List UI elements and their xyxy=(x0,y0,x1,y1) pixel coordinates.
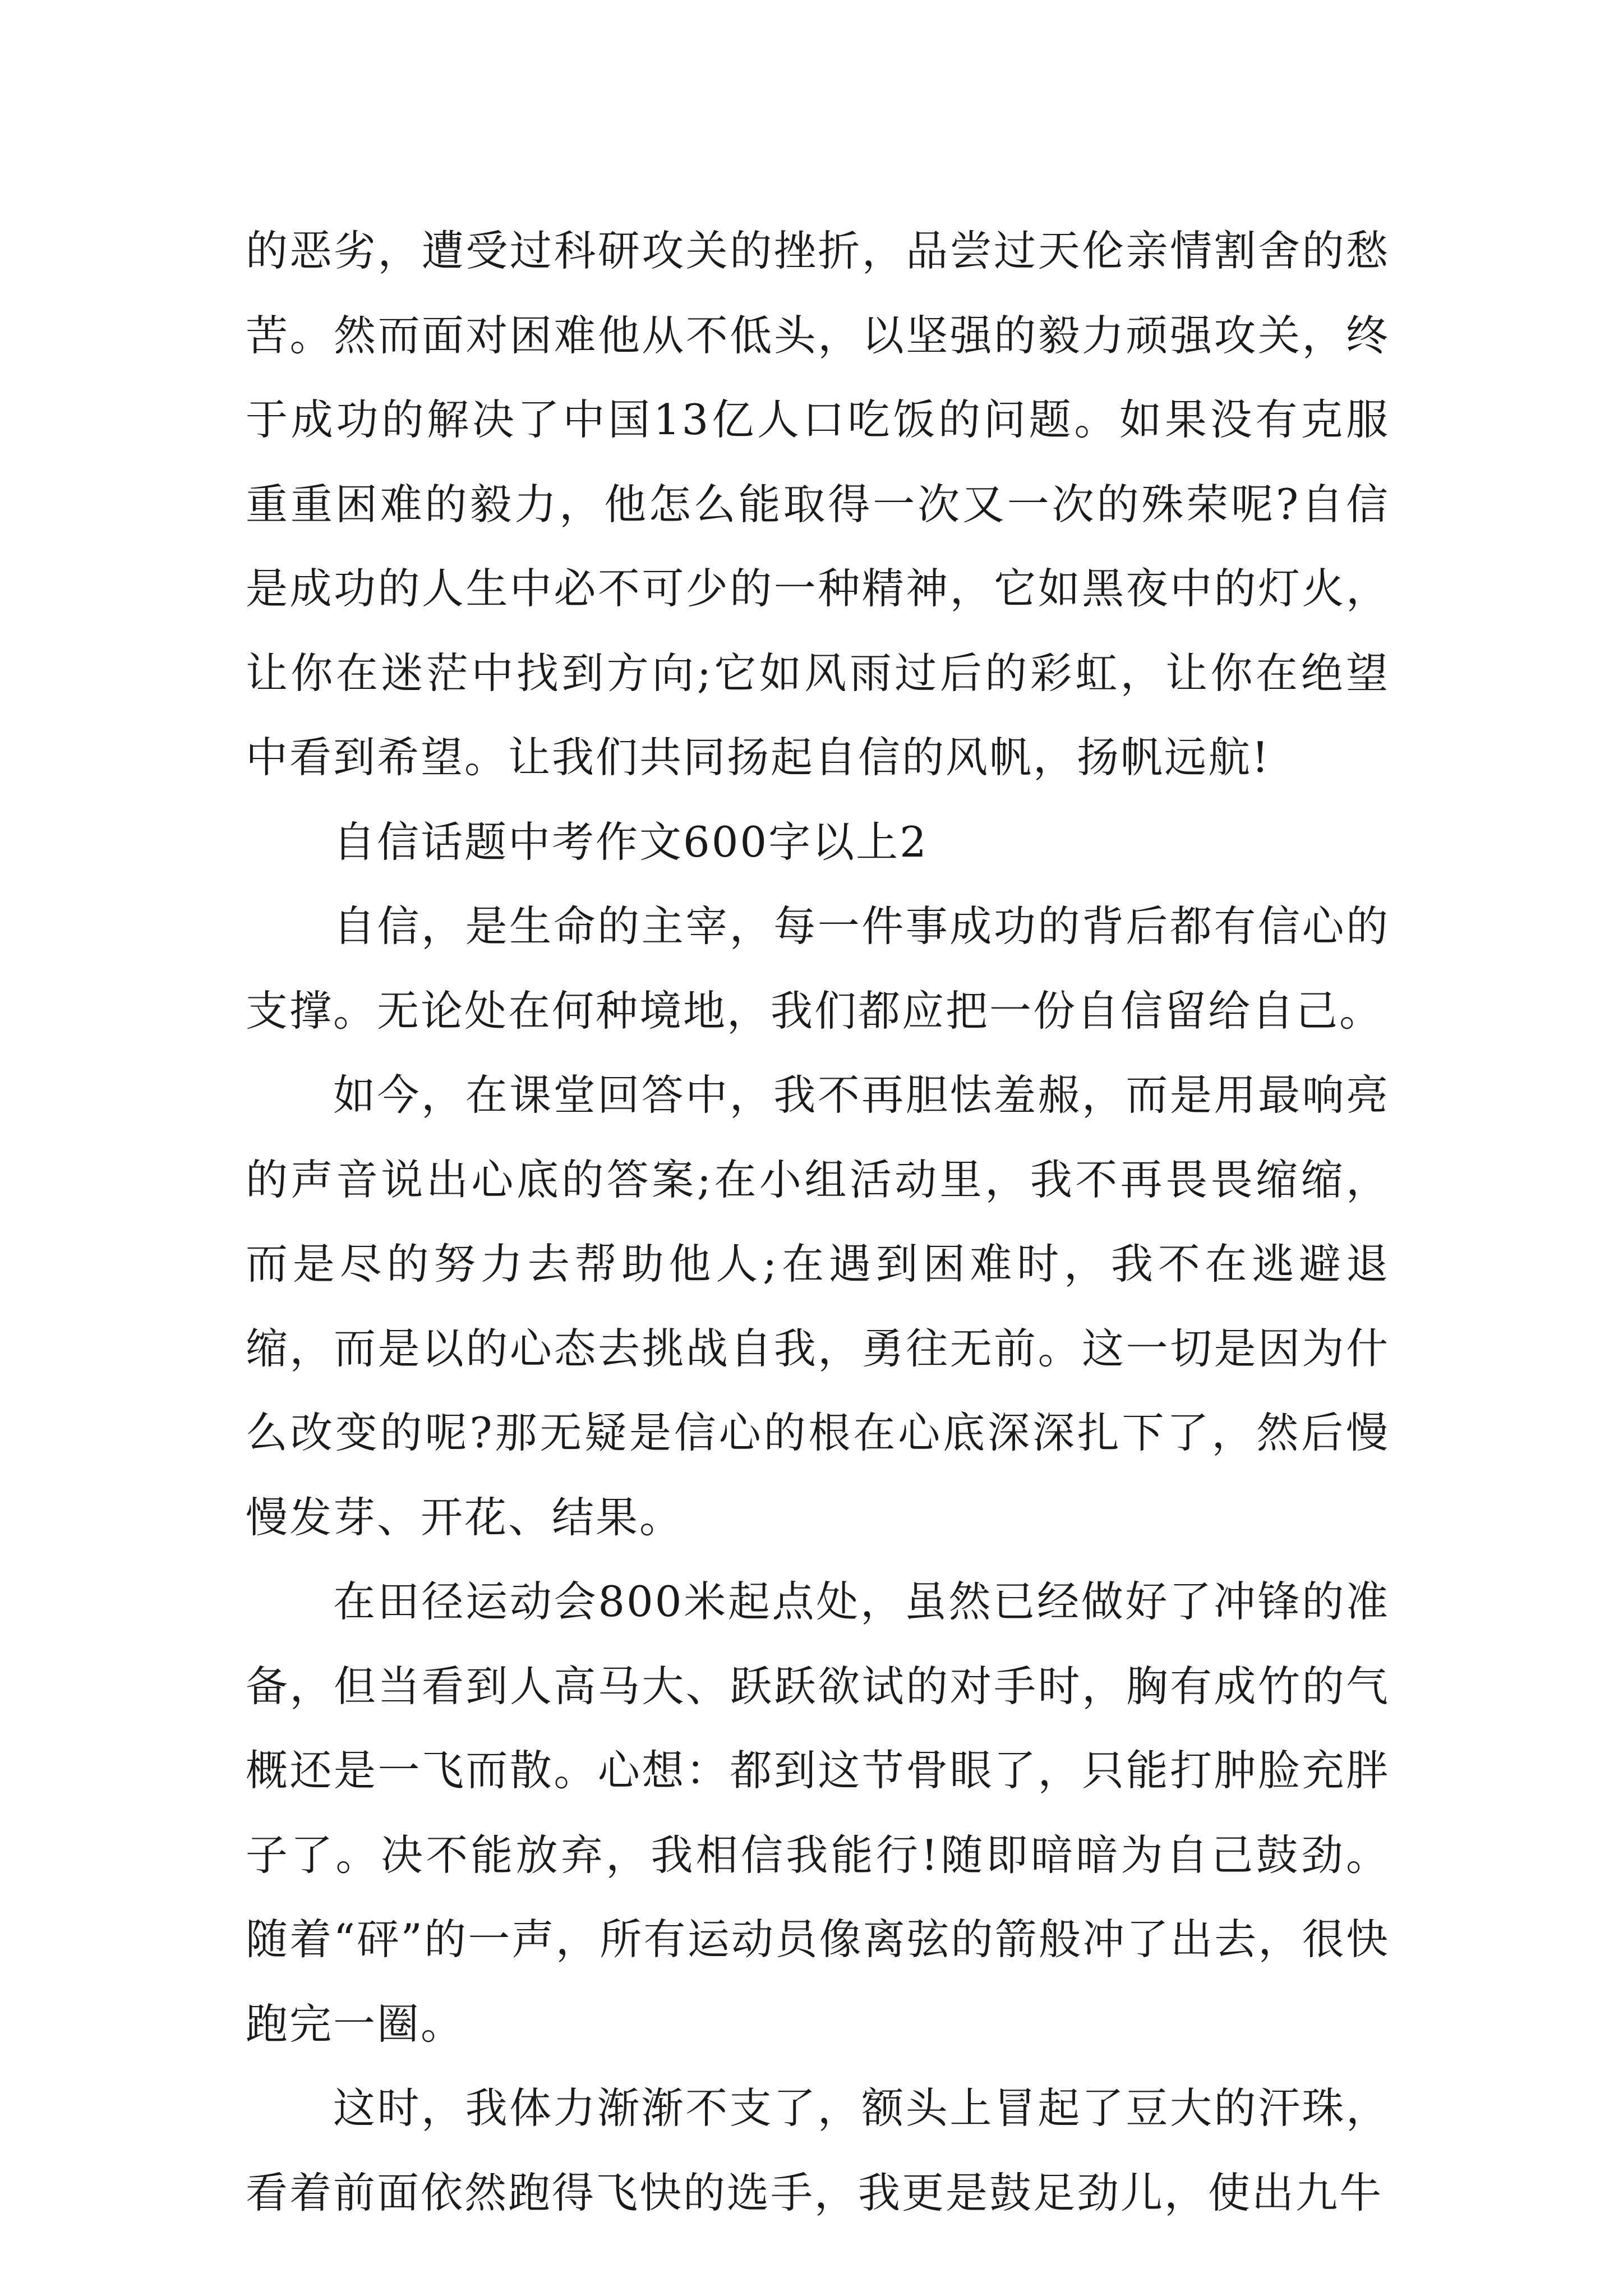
paragraph-race: 在田径运动会800米起点处，虽然已经做好了冲锋的准备，但当看到人高马大、跃跃欲试的对手时，胸有成竹的气概还是一飞而散。心想：都到这节骨眼了，只能打肿脸充胖子了。决不能放弃，我相信我能行!随即暗暗为自己鼓劲。随着“砰”的一声，所有运动员像离弦的箭般冲了出去，很快跑完一圈。 xyxy=(246,1577,1390,2049)
paragraph-intro: 自信，是生命的主宰，每一件事成功的背后都有信心的支撑。无论处在何种境地，我们都应把一份自信留给自己。 xyxy=(246,901,1390,1036)
paragraph-tired: 这时，我体力渐渐不支了，额头上冒起了豆大的汗珠，看着前面依然跑得飞快的选手，我更是鼓足劲儿，使出九牛 xyxy=(246,2083,1390,2217)
paragraph-now: 如今，在课堂回答中，我不再胆怯羞赧，而是用最响亮的声音说出心底的答案;在小组活动里，我不再畏畏缩缩，而是尽的努力去帮助他人;在遇到困难时，我不在逃避退缩，而是以的心态去挑战自我，勇往无前。这一切是因为什么改变的呢?那无疑是信心的根在心底深深扎下了，然后慢慢发芽、开花、结果。 xyxy=(246,1070,1390,1542)
section-heading: 自信话题中考作文600字以上2 xyxy=(333,817,928,867)
paragraph-continued: 的恶劣，遭受过科研攻关的挫折，品尝过天伦亲情割舍的愁苦。然而面对困难他从不低头，以坚强的毅力顽强攻关，终于成功的解决了中国13亿人口吃饭的问题。如果没有克服重重困难的毅力，他怎么能取得一次又一次的殊荣呢?自信是成功的人生中必不可少的一种精神，它如黑夜中的灯火，让你在迷茫中找到方向;它如风雨过后的彩虹，让你在绝望中看到希望。让我们共同扬起自信的风帆，扬帆远航! xyxy=(246,226,1390,782)
document-body xyxy=(246,209,1390,2235)
